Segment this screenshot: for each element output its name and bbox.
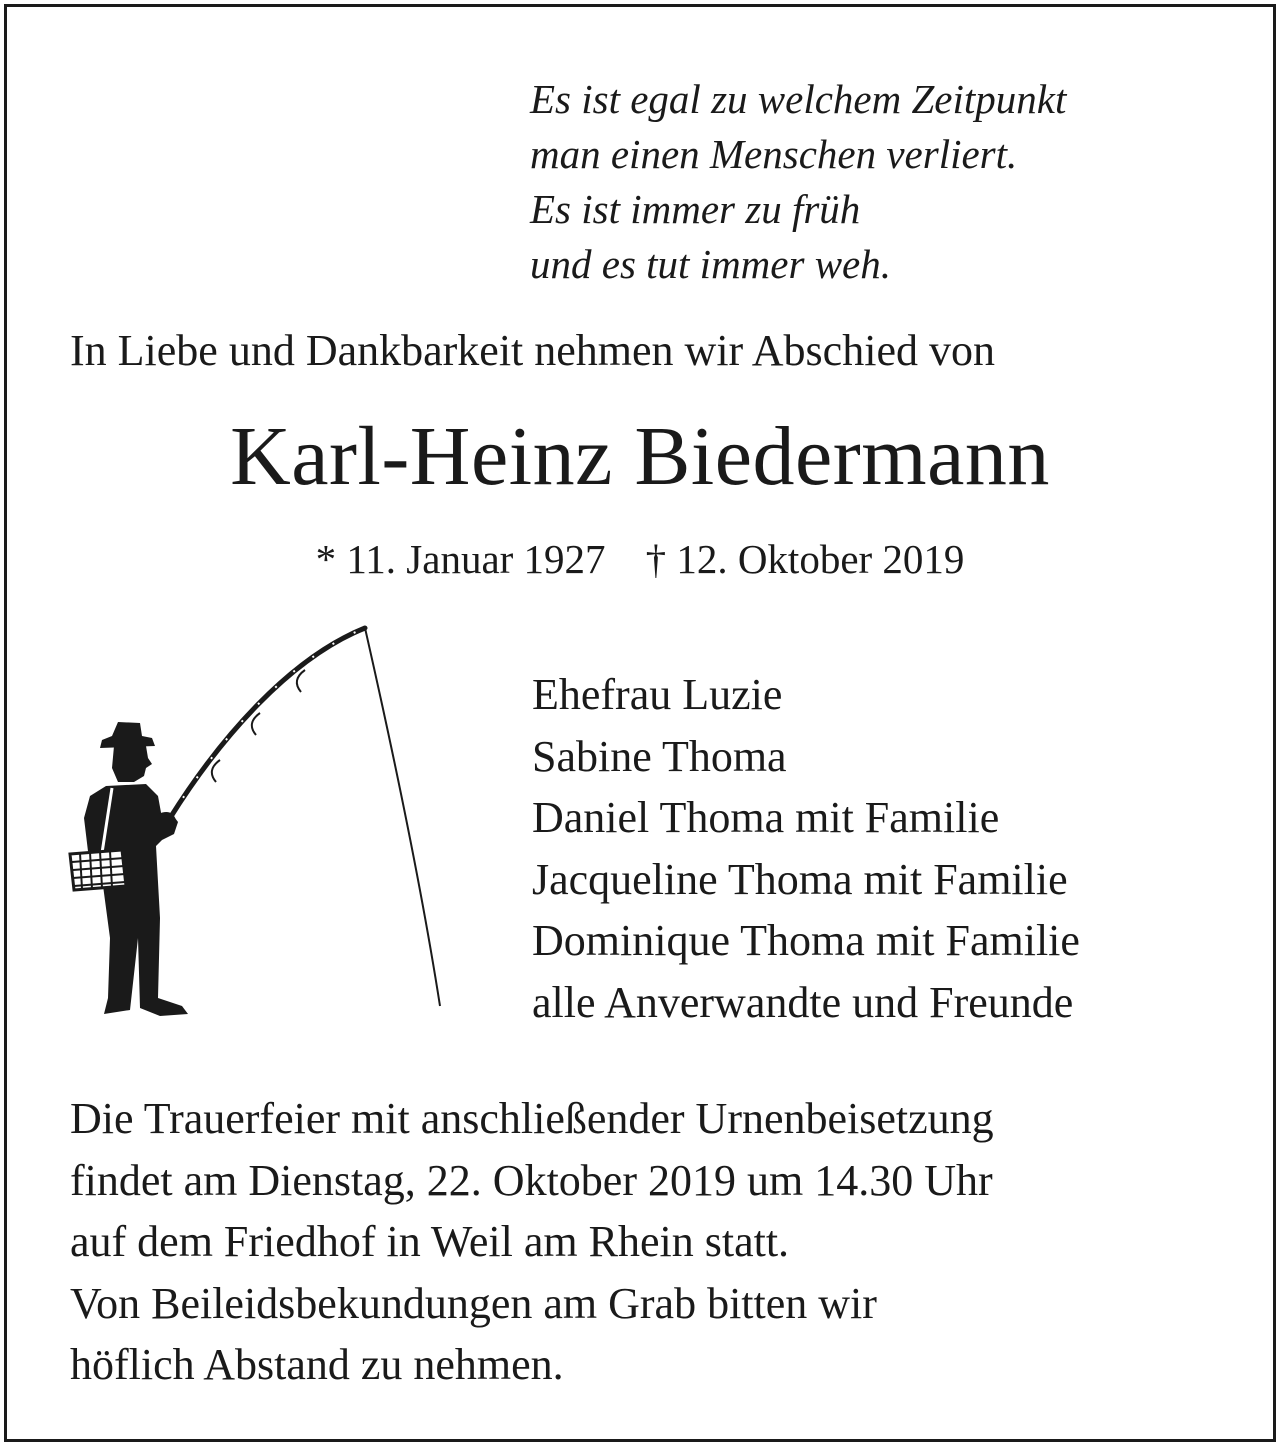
poem-line: man einen Menschen verliert. <box>530 131 1018 177</box>
list-item: alle Anverwandte und Freunde <box>532 977 1074 1027</box>
intro-text: In Liebe und Dankbarkeit nehmen wir Abschied von <box>70 326 995 375</box>
poem-line: und es tut immer weh. <box>530 241 891 287</box>
list-item: Ehefrau Luzie <box>532 670 783 719</box>
poem-quote <box>530 72 1066 292</box>
mourners-list <box>532 664 1080 1033</box>
list-item: Jacqueline Thoma mit Familie <box>532 854 1068 904</box>
poem-line: Es ist immer zu früh <box>530 186 861 232</box>
notice-line: Die Trauerfeier mit anschließender Urnenbeisetzung <box>70 1094 994 1143</box>
funeral-notice <box>70 1088 994 1396</box>
life-dates <box>0 535 1280 583</box>
poem-line: Es ist egal zu welchem Zeitpunkt <box>530 76 1067 122</box>
notice-line: auf dem Friedhof in Weil am Rhein statt. <box>70 1217 790 1266</box>
list-item: Daniel Thoma mit Familie <box>532 793 1000 842</box>
list-item: Sabine Thoma <box>532 731 787 781</box>
notice-line: Von Beileidsbekundungen am Grab bitten wir <box>70 1278 877 1328</box>
angler-silhouette-icon <box>60 618 460 1028</box>
notice-line: findet am Dienstag, 22. Oktober 2019 um 14.30 Uhr <box>70 1155 993 1205</box>
deceased-name: Karl-Heinz Biedermann <box>230 410 1050 503</box>
list-item: Dominique Thoma mit Familie <box>532 916 1080 965</box>
death-date: † 12. Oktober 2019 <box>645 536 965 582</box>
birth-date: * 11. Januar 1927 <box>315 536 606 582</box>
notice-line: höflich Abstand zu nehmen. <box>70 1340 564 1389</box>
